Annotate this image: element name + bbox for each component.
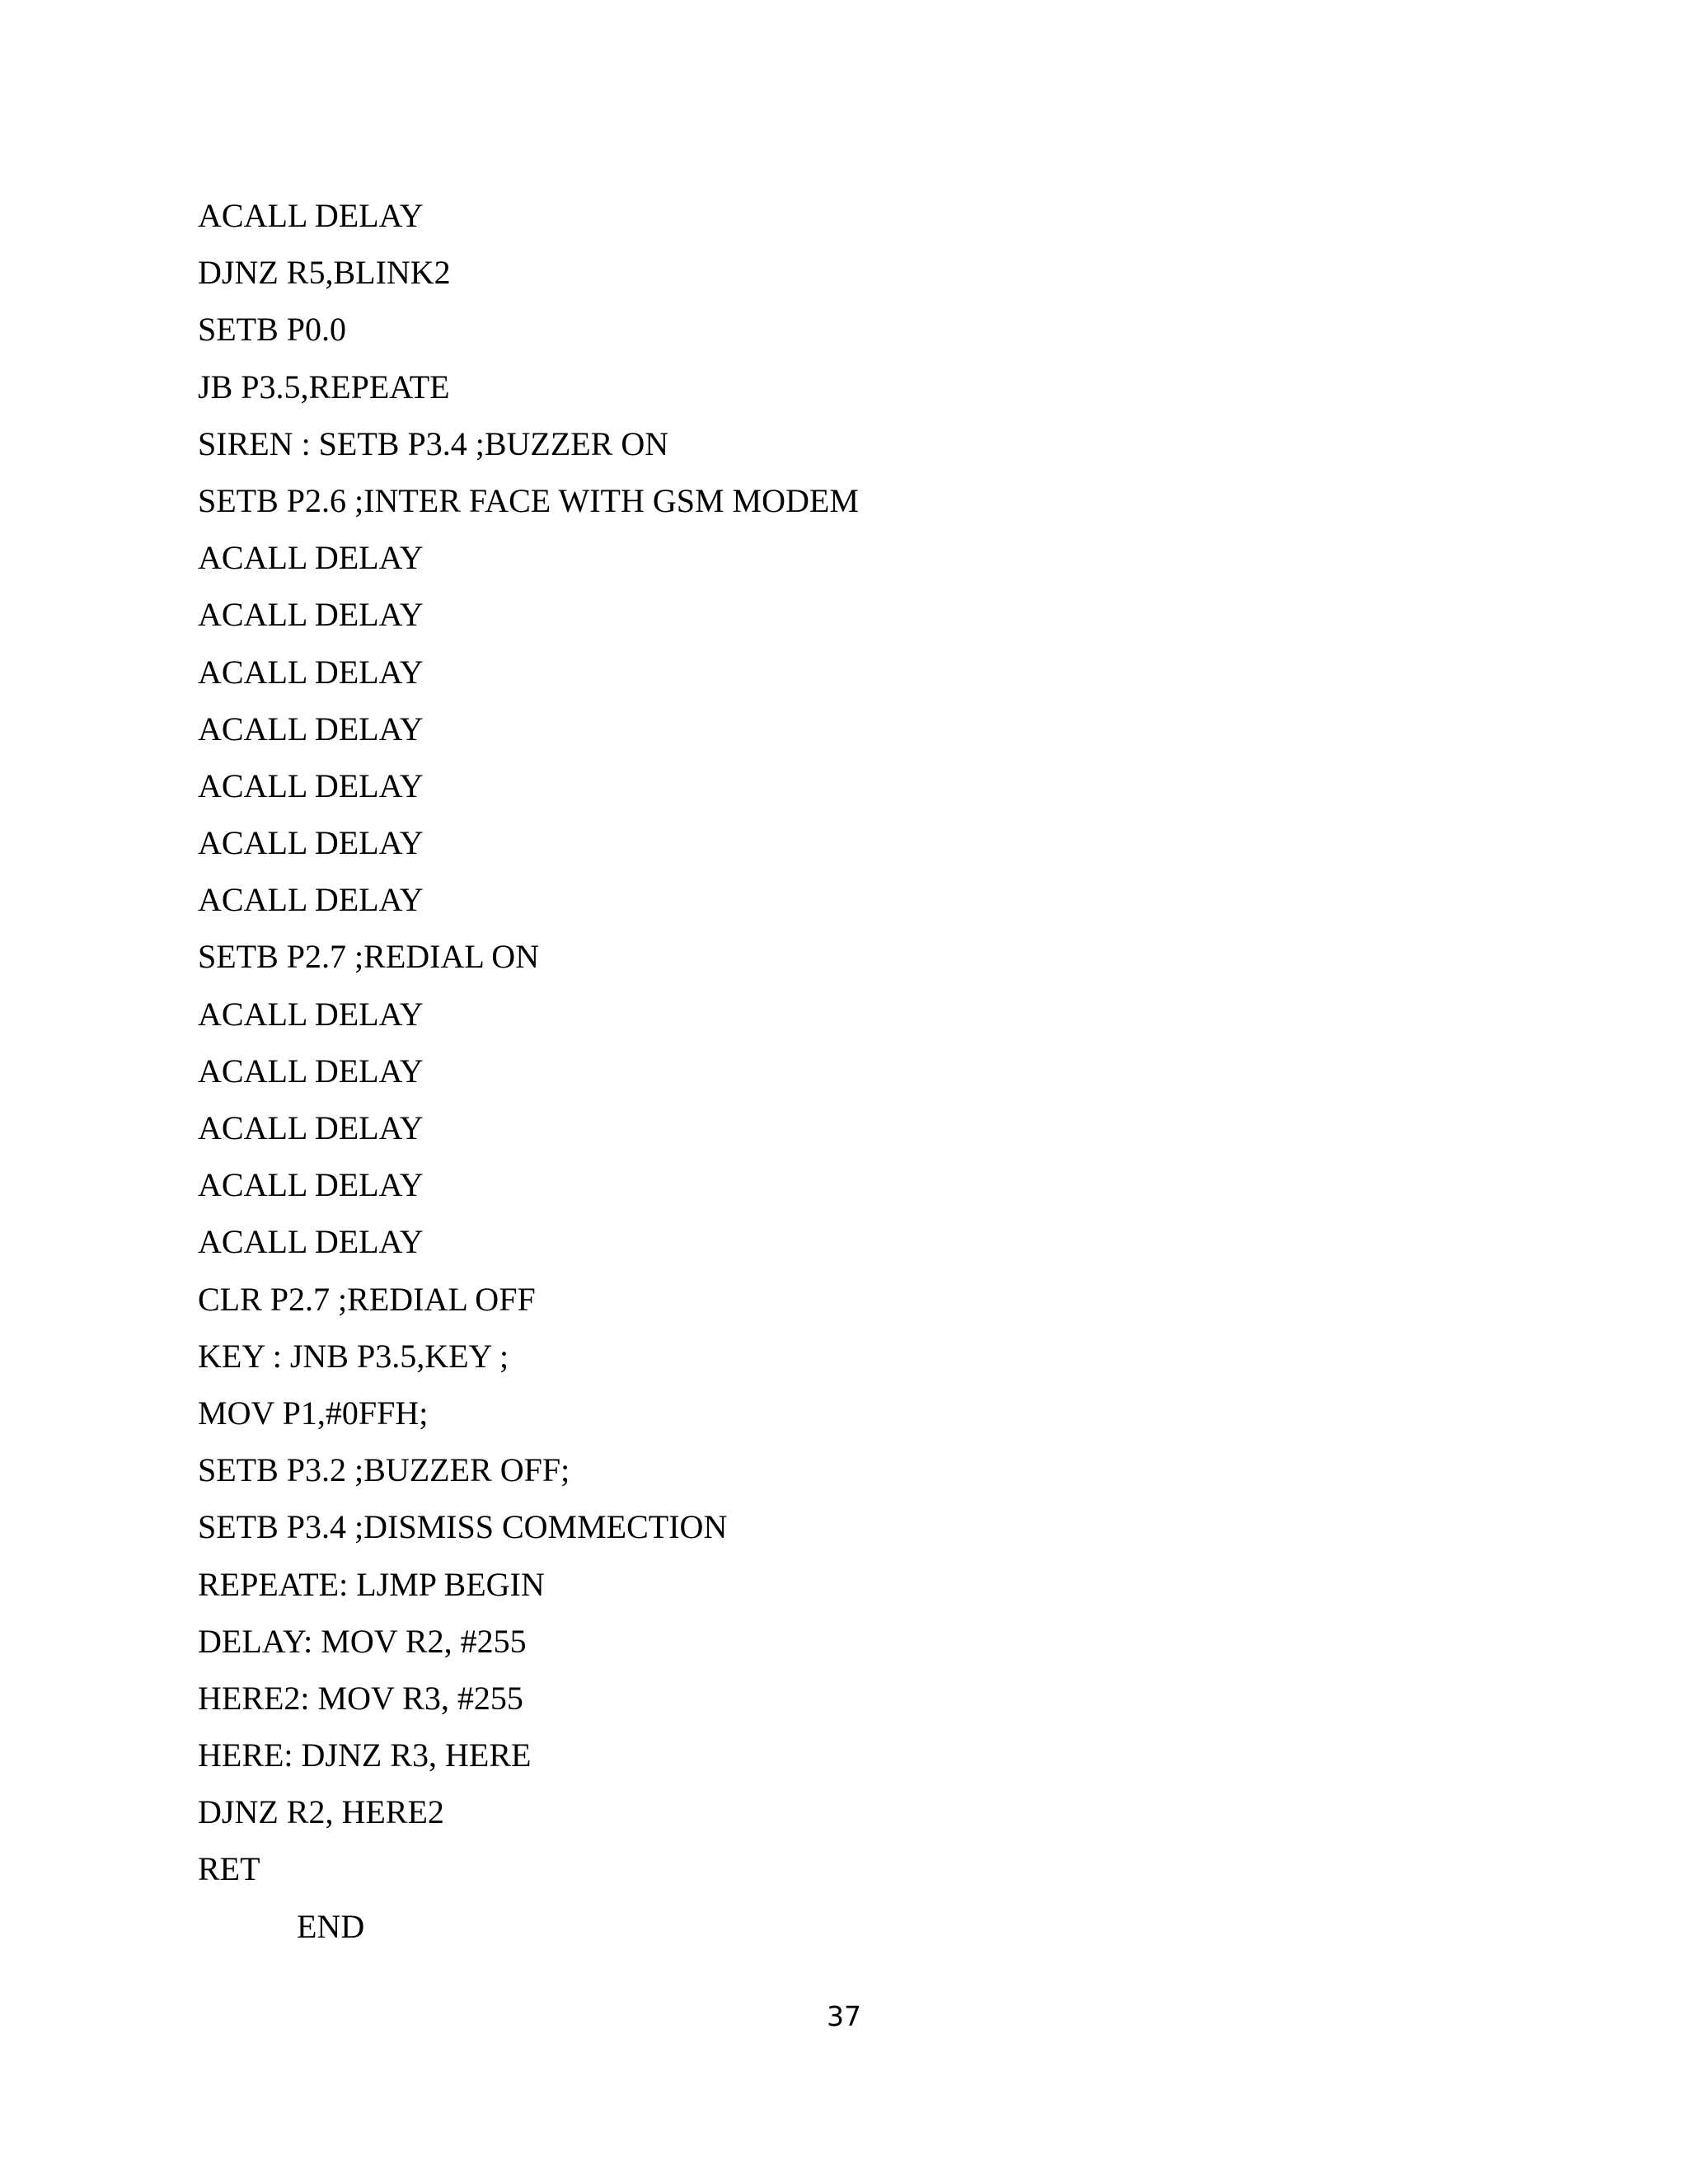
page-number: 37 — [827, 2000, 861, 2032]
code-line: ACALL DELAY — [198, 197, 424, 234]
code-line: ACALL DELAY — [198, 766, 424, 804]
code-line: ACALL DELAY — [198, 1223, 424, 1261]
code-line: ACALL DELAY — [198, 1052, 424, 1090]
code-line: MOV P1,#0FFH; — [198, 1394, 429, 1432]
code-line: DJNZ R2, HERE2 — [198, 1793, 444, 1831]
code-line: SETB P3.2 ;BUZZER OFF; — [198, 1451, 570, 1489]
code-line: ACALL DELAY — [198, 881, 424, 919]
code-line: SIREN : SETB P3.4 ;BUZZER ON — [198, 424, 669, 462]
code-line: DJNZ R5,BLINK2 — [198, 254, 451, 292]
code-line: END — [297, 1907, 365, 1945]
assembly-code-listing — [198, 191, 859, 1959]
code-line: ACALL DELAY — [198, 710, 424, 748]
code-line: CLR P2.7 ;REDIAL OFF — [198, 1280, 536, 1318]
code-line: RET — [198, 1850, 260, 1888]
code-line: ACALL DELAY — [198, 1166, 424, 1204]
code-line: SETB P2.7 ;REDIAL ON — [198, 938, 540, 976]
code-line: ACALL DELAY — [198, 1109, 424, 1146]
code-line: ACALL DELAY — [198, 653, 424, 691]
code-line: HERE2: MOV R3, #255 — [198, 1679, 523, 1717]
code-line: KEY : JNB P3.5,KEY ; — [198, 1337, 509, 1375]
code-line: DELAY: MOV R2, #255 — [198, 1622, 527, 1660]
code-line: SETB P0.0 — [198, 311, 347, 349]
code-line: ACALL DELAY — [198, 824, 424, 862]
code-line: ACALL DELAY — [198, 995, 424, 1033]
code-line: JB P3.5,REPEATE — [198, 368, 450, 405]
code-line: REPEATE: LJMP BEGIN — [198, 1565, 545, 1603]
code-line: SETB P3.4 ;DISMISS COMMECTION — [198, 1508, 728, 1546]
code-line: ACALL DELAY — [198, 539, 424, 577]
code-line: ACALL DELAY — [198, 596, 424, 634]
code-line: SETB P2.6 ;INTER FACE WITH GSM MODEM — [198, 481, 859, 519]
code-line: HERE: DJNZ R3, HERE — [198, 1736, 532, 1774]
